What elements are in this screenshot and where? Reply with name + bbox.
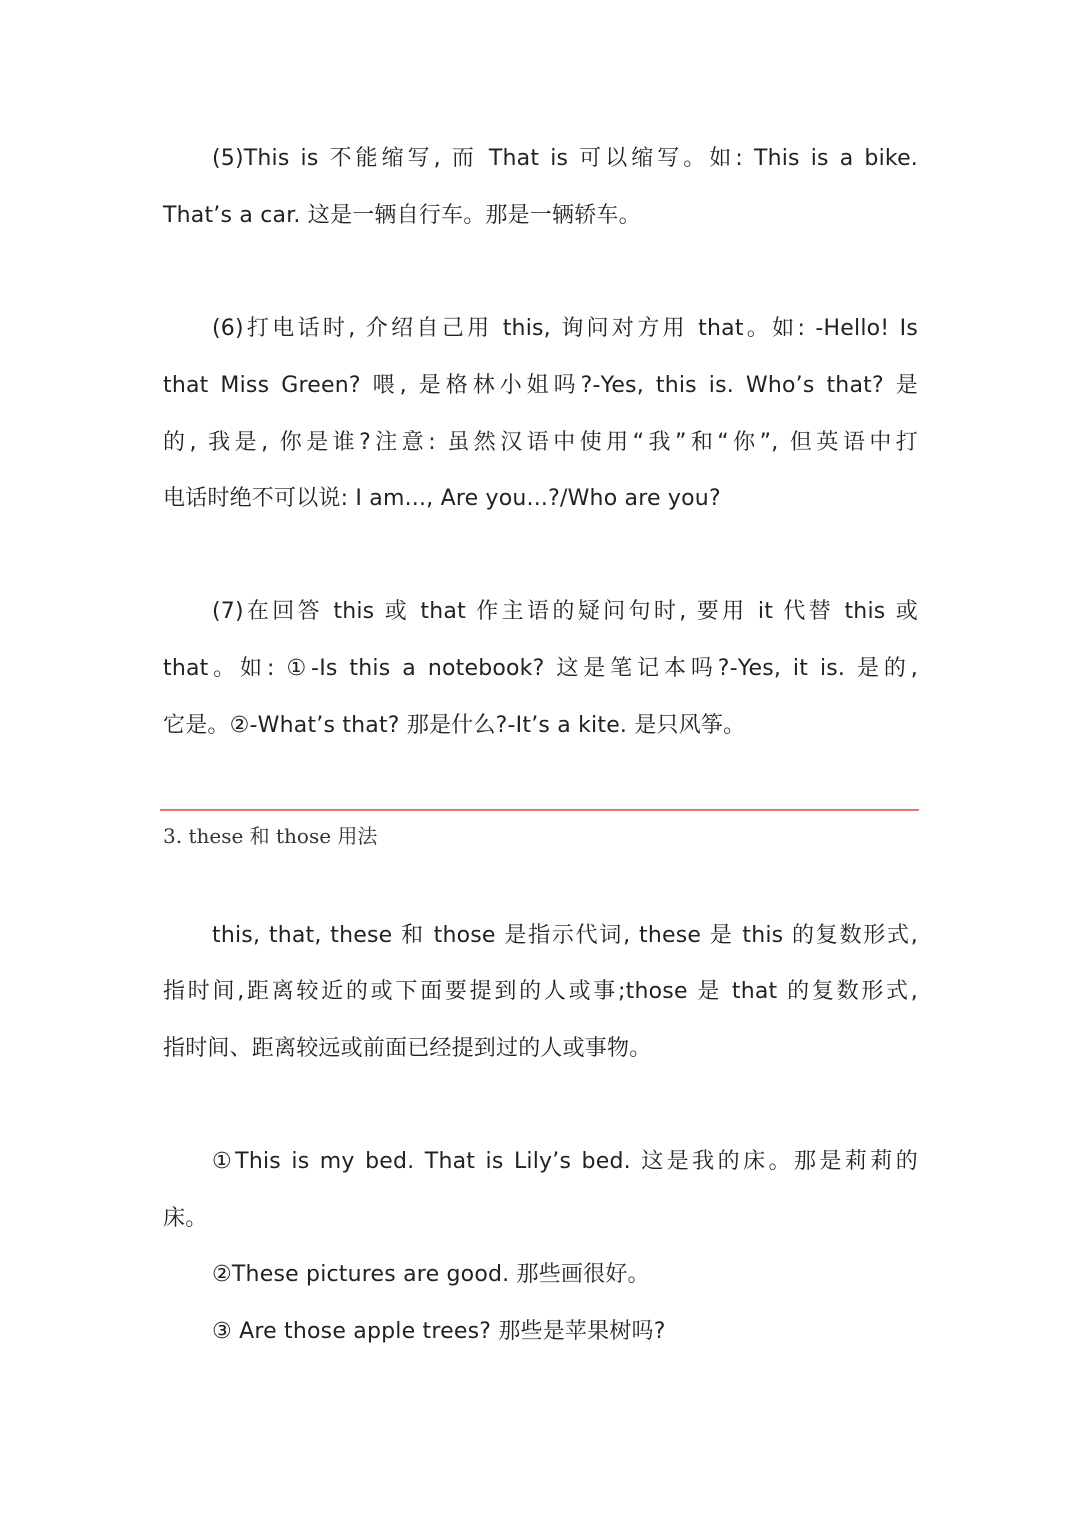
example-3: ③ Are those apple trees? 那些是苹果树吗? (212, 1319, 666, 1344)
paragraph-5-line-2: That’s a car. 这是一辆自行车。那是一辆轿车。 (163, 203, 641, 228)
example-2: ②These pictures are good. 那些画很好。 (212, 1262, 650, 1287)
section-3-intro-line-3: 指时间、距离较远或前面已经提到过的人或事物。 (163, 1036, 652, 1061)
example-1-line-1: ①This is my bed. That is Lily’s bed. 这是我的床。那是莉莉的 (212, 1149, 918, 1174)
paragraph-6-line-3: 的, 我是, 你是谁?注意: 虽然汉语中使用“我”和“你”, 但英语中打 (163, 430, 918, 455)
paragraph-6-line-4: 电话时绝不可以说: I am..., Are you...?/Who are you? (163, 486, 721, 511)
example-1-line-2: 床。 (163, 1206, 208, 1231)
paragraph-6-line-1: (6)打电话时, 介绍自己用 this, 询问对方用 that。如: -Hello! Is (212, 316, 918, 341)
paragraph-5-line-1: (5)This is 不能缩写, 而 That is 可以缩写。如: This is a bike. (212, 146, 918, 171)
section-3-intro-line-1: this, that, these 和 those 是指示代词, these 是 this 的复数形式, (212, 923, 918, 948)
paragraph-7-line-1: (7)在回答 this 或 that 作主语的疑问句时, 要用 it 代替 this 或 (212, 599, 918, 624)
section-divider (160, 809, 919, 811)
section-3-heading: 3. these 和 those 用法 (163, 824, 378, 848)
paragraph-7-line-3: 它是。②-What’s that? 那是什么?-It’s a kite. 是只风筝。 (163, 713, 746, 738)
paragraph-6-line-2: that Miss Green? 喂, 是格林小姐吗?-Yes, this is. Who’s that? 是 (163, 373, 918, 398)
section-3-intro-line-2: 指时间,距离较近的或下面要提到的人或事;those 是 that 的复数形式, (163, 979, 918, 1004)
paragraph-7-line-2: that。如: ①-Is this a notebook? 这是笔记本吗?-Yes, it is. 是的, (163, 656, 918, 681)
